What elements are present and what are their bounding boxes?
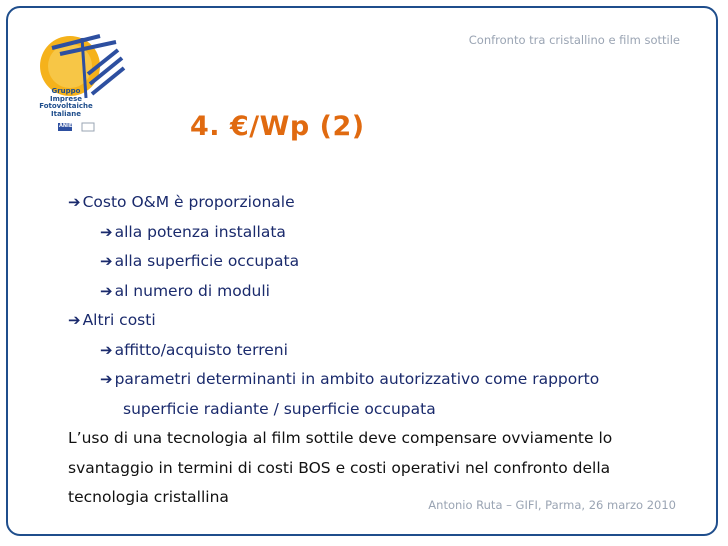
paragraph-line: tecnologia cristallina <box>68 488 229 506</box>
arrow-icon: ➔ <box>100 370 113 388</box>
bullet-item: ➔ alla superficie occupata <box>100 252 300 270</box>
footer-credit: Antonio Ruta – GIFI, Parma, 26 marzo 2010 <box>428 498 676 512</box>
gifi-logo-graphic <box>30 28 140 140</box>
arrow-icon: ➔ <box>100 340 113 359</box>
bullet-item: ➔ parametri determinanti in ambito autorizzativo come rapporto <box>100 370 600 388</box>
bullet-item: ➔ alla potenza installata <box>100 222 286 241</box>
arrow-icon: ➔ <box>68 311 81 329</box>
arrow-icon: ➔ <box>68 193 81 211</box>
slide-title: 4. €/Wp (2) <box>190 111 365 142</box>
gifi-logo <box>30 28 140 140</box>
bullet-continuation: superficie radiante / superficie occupata <box>123 399 436 418</box>
header-subtitle: Confronto tra cristallino e film sottile <box>468 33 680 47</box>
arrow-icon: ➔ <box>100 252 113 270</box>
slide-content <box>68 188 688 513</box>
bullet-item: ➔ Costo O&M è proporzionale <box>68 193 295 211</box>
paragraph-line: L’uso di una tecnologia al film sottile deve compensare ovviamente lo <box>68 429 613 447</box>
logo-text: Gruppo Imprese Fotovoltaiche Italiane <box>39 87 93 118</box>
bullet-item: ➔ affitto/acquisto terreni <box>100 340 288 359</box>
bullet-item: ➔ al numero di moduli <box>100 281 270 300</box>
anie-badge: ANIE <box>59 123 73 129</box>
bullet-item: ➔ Altri costi <box>68 311 156 329</box>
paragraph-line: svantaggio in termini di costi BOS e costi operativi nel confronto della <box>68 458 611 477</box>
arrow-icon: ➔ <box>100 281 113 300</box>
arrow-icon: ➔ <box>100 222 113 241</box>
